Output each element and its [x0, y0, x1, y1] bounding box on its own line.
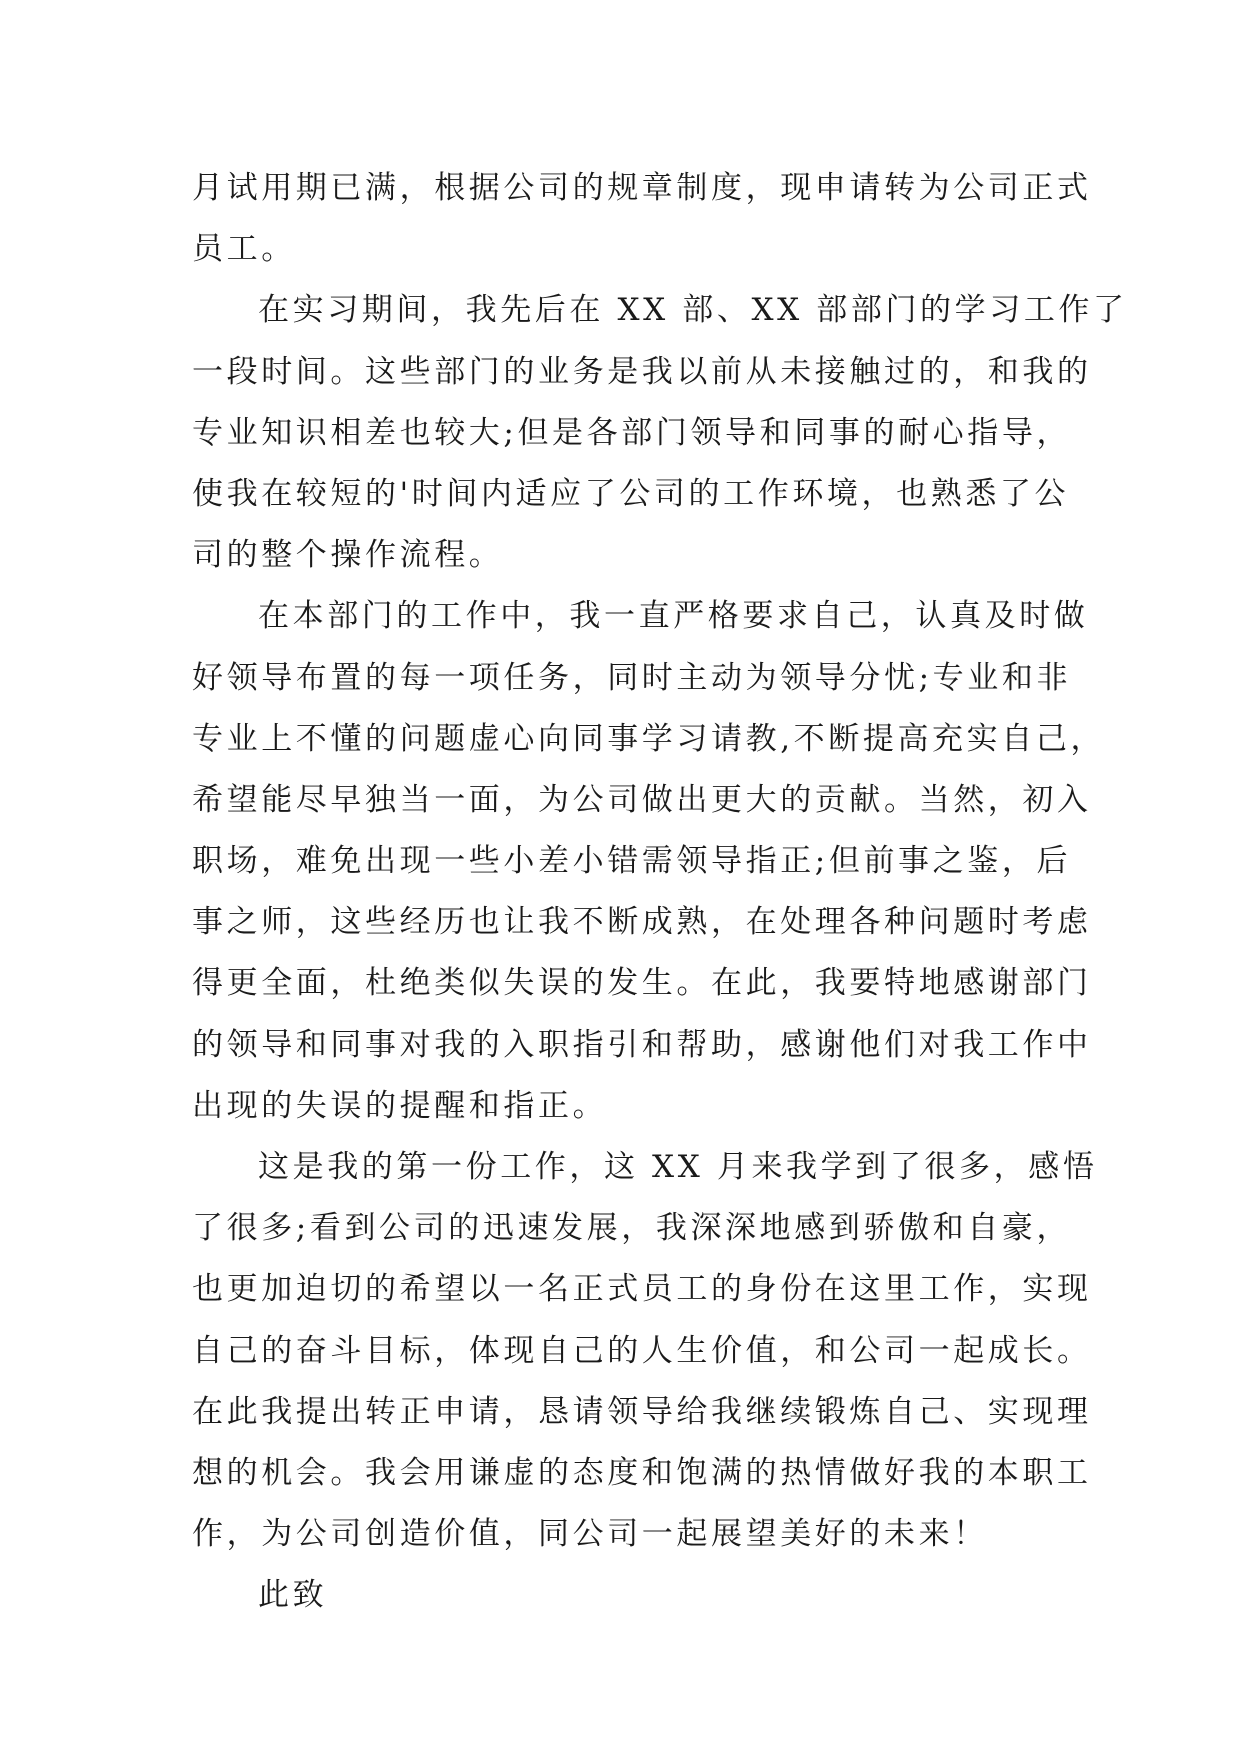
text-line: 在本部门的工作中，我一直严格要求自己，认真及时做 — [258, 598, 1089, 635]
text-line: 这是我的第一份工作，这 XX 月来我学到了很多，感悟 — [258, 1149, 1098, 1185]
text-line: 想的机会。我会用谦虚的态度和饱满的热情做好我的本职工 — [192, 1454, 1092, 1491]
text-line: 事之师，这些经历也让我不断成熟，在处理各种问题时考虑 — [192, 904, 1092, 941]
text-line: 在此我提出转正申请，恳请领导给我继续锻炼自己、实现理 — [192, 1393, 1092, 1430]
text-line: 自己的奋斗目标，体现自己的人生价值，和公司一起成长。 — [192, 1332, 1092, 1369]
text-line: 出现的失误的提醒和指正。 — [192, 1087, 608, 1124]
text-line: 专业上不懂的问题虚心向同事学习请教,不断提高充实自己， — [192, 720, 1106, 757]
letter-body — [192, 158, 1128, 1627]
text-line: 也更加迫切的希望以一名正式员工的身份在这里工作，实现 — [192, 1271, 1092, 1308]
text-line: 使我在较短的'时间内适应了公司的工作环境，也熟悉了公 — [192, 475, 1070, 512]
text-line: 在实习期间，我先后在 XX 部、XX 部部门的学习工作了 — [258, 292, 1128, 329]
text-line: 司的整个操作流程。 — [192, 537, 504, 574]
text-line: 专业知识相差也较大;但是各部门领导和同事的耐心指导， — [192, 414, 1072, 451]
text-line: 好领导布置的每一项任务，同时主动为领导分忧;专业和非 — [192, 659, 1072, 696]
text-line: 月试用期已满，根据公司的规章制度，现申请转为公司正式 — [192, 170, 1092, 206]
text-line: 此致 — [258, 1577, 328, 1614]
text-line: 一段时间。这些部门的业务是我以前从未接触过的，和我的 — [192, 353, 1092, 390]
text-line: 的领导和同事对我的入职指引和帮助，感谢他们对我工作中 — [192, 1026, 1092, 1063]
text-line: 员工。 — [192, 231, 296, 268]
text-line: 职场，难免出现一些小差小错需领导指正;但前事之鉴，后 — [192, 843, 1072, 880]
text-line: 了很多;看到公司的迅速发展，我深深地感到骄傲和自豪， — [192, 1210, 1072, 1247]
text-line: 作，为公司创造价值，同公司一起展望美好的未来！ — [192, 1516, 988, 1553]
text-line: 希望能尽早独当一面，为公司做出更大的贡献。当然，初入 — [192, 781, 1092, 818]
text-line: 得更全面，杜绝类似失误的发生。在此，我要特地感谢部门 — [192, 965, 1092, 1002]
